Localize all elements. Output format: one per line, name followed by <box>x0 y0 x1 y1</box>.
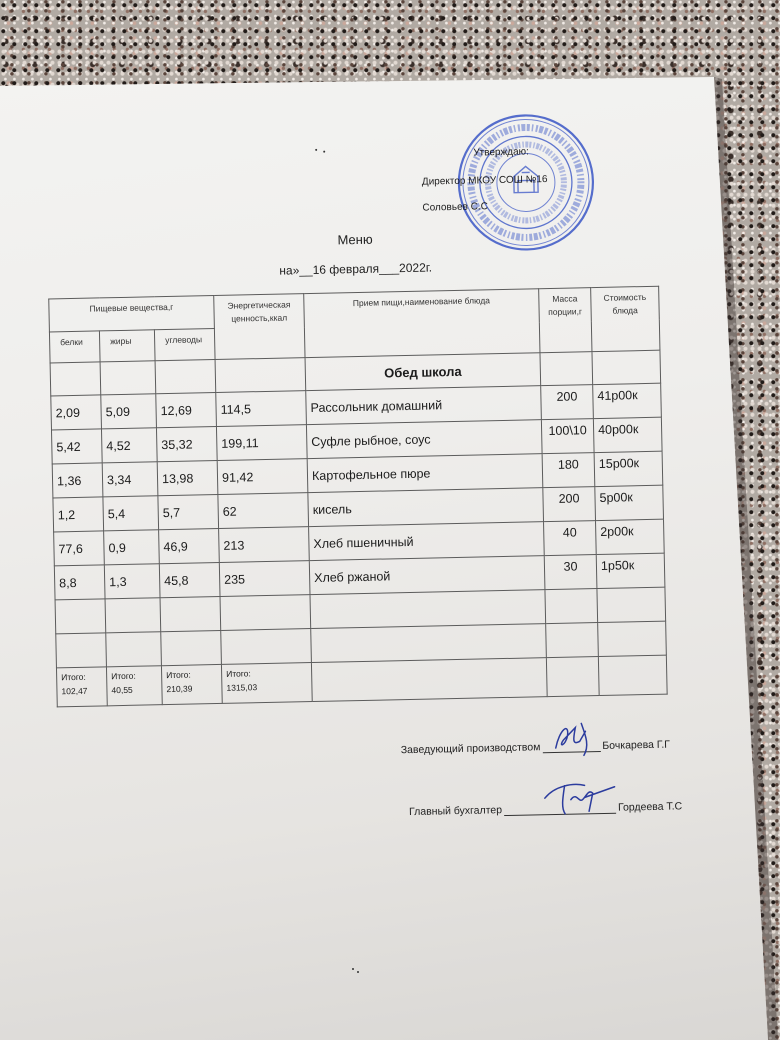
empty-cell <box>310 590 546 629</box>
empty-cell <box>55 599 106 634</box>
approval-director-name: Соловьев С.С <box>422 201 488 214</box>
dish-name-cell: Хлеб ржаной <box>309 556 545 595</box>
empty-cell <box>311 624 547 663</box>
total-label: Итого: <box>111 670 136 682</box>
dish-name-cell: Суфле рыбное, соус <box>306 420 542 459</box>
cost-cell: 5р00к <box>595 485 664 520</box>
cost-cell: 2р00к <box>596 519 665 554</box>
menu-table <box>48 286 667 708</box>
cost-cell: 40р00к <box>593 417 662 452</box>
empty-cell <box>546 623 599 658</box>
carbs-total-cell <box>161 664 222 704</box>
empty-cell <box>597 587 666 622</box>
stamp-lettering-ring <box>487 144 565 222</box>
section-title: Обед школа <box>305 353 541 391</box>
handwritten-signature <box>526 777 619 819</box>
portion-mass-cell: 40 <box>544 521 597 556</box>
empty-cell <box>155 360 216 394</box>
carbs-cell: 45,8 <box>159 562 220 597</box>
document-title: Меню <box>337 231 373 248</box>
dish-name-cell: кисель <box>308 488 544 527</box>
dish-name-cell: Рассольник домашний <box>306 386 542 425</box>
energy-cell: 62 <box>218 493 309 529</box>
empty-cell <box>540 352 593 386</box>
dish-name-cell: Картофельное пюре <box>307 454 543 493</box>
signatory-position: Главный бухгалтер <box>408 804 503 819</box>
empty-cell <box>56 633 107 668</box>
empty-cell <box>105 598 161 633</box>
empty-cell <box>221 629 312 665</box>
energy-cell: 213 <box>219 527 310 563</box>
mass-header: Масса порции,г <box>539 288 592 353</box>
signatory-name: Гордеева Т.С <box>617 800 683 814</box>
cost-cell: 15р00к <box>594 451 663 486</box>
total-label: Итого: <box>61 671 86 683</box>
fat-cell: 5,09 <box>101 394 157 429</box>
fat-header: жиры <box>99 330 155 362</box>
empty-cell <box>161 630 222 665</box>
protein-cell: 2,09 <box>51 395 102 430</box>
paper-mark <box>315 149 317 151</box>
portion-mass-cell: 200 <box>541 385 594 420</box>
paper-mark <box>357 971 359 973</box>
signature-stroke <box>555 723 587 756</box>
approval-director: Директор МКОУ СОШ №16 <box>421 174 548 188</box>
portion-mass-cell: 30 <box>544 555 597 590</box>
paper-mark <box>323 151 325 153</box>
energy-cell: 199,11 <box>216 425 307 461</box>
protein-cell: 5,42 <box>51 429 102 464</box>
empty-cell <box>598 655 667 695</box>
carbs-header: углеводы <box>154 329 215 361</box>
energy-cell: 91,42 <box>217 459 308 495</box>
empty-cell <box>106 632 162 667</box>
protein-cell: 8,8 <box>54 565 105 600</box>
header-row <box>49 286 660 332</box>
protein-cell: 1,2 <box>53 497 104 532</box>
document-date: на»__16 февраля___2022г. <box>279 260 433 278</box>
empty-cell <box>50 362 101 396</box>
protein-header: белки <box>49 331 100 363</box>
cost-cell: 41р00к <box>593 383 662 418</box>
dish-name-cell: Хлеб пшеничный <box>309 522 545 561</box>
total-label: Итого: <box>226 668 251 679</box>
portion-mass-cell: 180 <box>542 453 595 488</box>
empty-cell <box>546 657 599 697</box>
cost-header: Стоимость блюда <box>591 286 660 351</box>
energy-cell: 235 <box>219 561 310 597</box>
stamp-emblem <box>514 166 539 192</box>
carbs-cell: 13,98 <box>157 460 218 495</box>
energy-cell: 114,5 <box>216 391 307 427</box>
carbs-cell: 35,32 <box>156 426 217 461</box>
signatory-name: Бочкарева Г.Г <box>602 738 670 752</box>
portion-mass-cell: 200 <box>543 487 596 522</box>
carbs-total: 210,39 <box>166 683 193 695</box>
fat-cell: 0,9 <box>104 530 160 565</box>
protein-total-cell <box>56 667 107 707</box>
empty-cell <box>598 621 667 656</box>
dish-header: Прием пищи,наименование блюда <box>304 289 540 358</box>
empty-cell <box>592 350 661 384</box>
paper-mark <box>352 968 354 970</box>
cost-cell: 1р50к <box>596 553 665 588</box>
energy-header: Энергетическая ценность,ккал <box>214 294 305 360</box>
total-label: Итого: <box>166 669 191 681</box>
menu-document <box>12 103 707 847</box>
carbs-cell: 12,69 <box>156 393 217 428</box>
carbs-cell: 46,9 <box>159 528 220 563</box>
protein-cell: 77,6 <box>54 531 105 566</box>
protein-total: 102,47 <box>61 686 88 697</box>
signature-stroke <box>545 784 616 815</box>
empty-cell <box>545 589 598 624</box>
approval-label: Утверждаю: <box>473 146 530 159</box>
fat-cell: 5,4 <box>103 496 159 531</box>
carbs-cell: 5,7 <box>158 494 219 529</box>
handwritten-signature <box>547 717 604 758</box>
fat-cell: 3,34 <box>102 462 158 497</box>
stamp-ring <box>479 136 573 230</box>
empty-cell <box>215 358 306 393</box>
stamp-inner-ring <box>496 153 555 212</box>
production-manager-signature-row <box>401 738 670 757</box>
signatory-position: Заведующий производством <box>400 741 541 757</box>
fat-total: 40,55 <box>111 685 133 696</box>
fat-total-cell <box>106 666 162 706</box>
portion-mass-cell: 100\10 <box>541 419 594 454</box>
fat-cell: 4,52 <box>101 428 157 463</box>
nutrients-header: Пищевые вещества,г <box>49 296 215 332</box>
protein-cell: 1,36 <box>52 463 103 498</box>
empty-cell <box>220 595 311 631</box>
empty-cell <box>160 596 221 631</box>
fat-cell: 1,3 <box>104 564 160 599</box>
energy-total-cell <box>221 663 312 704</box>
empty-cell <box>100 361 156 395</box>
energy-total: 1315,03 <box>226 682 258 694</box>
empty-cell <box>311 658 547 702</box>
